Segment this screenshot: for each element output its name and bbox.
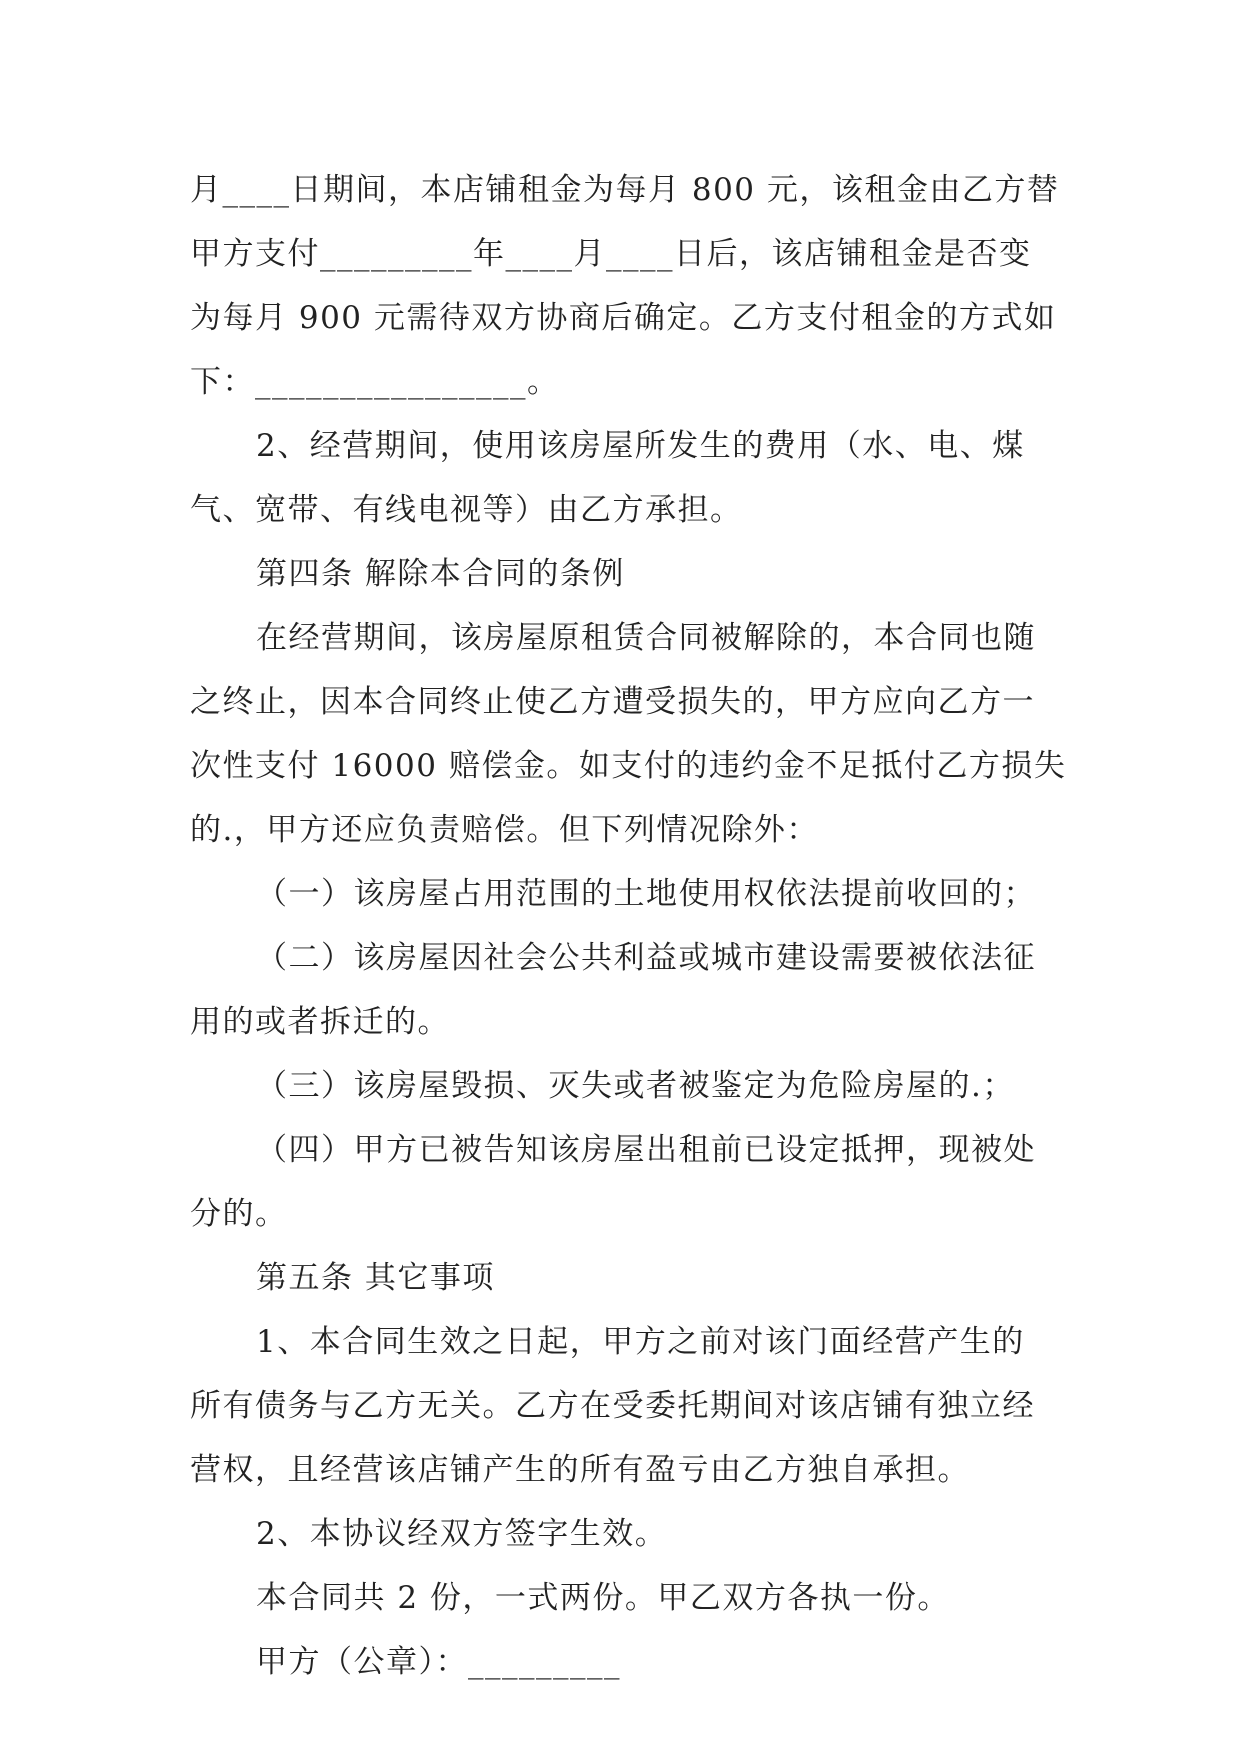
text-line: 2、本协议经双方签字生效。 xyxy=(256,1516,668,1552)
text-line: （二）该房屋因社会公共利益或城市建设需要被依法征 xyxy=(256,940,1036,976)
text-line: 在经营期间，该房屋原租赁合同被解除的，本合同也随 xyxy=(256,620,1036,656)
section-heading: 第四条 解除本合同的条例 xyxy=(256,556,625,592)
text-line: 下：________________。 xyxy=(190,364,560,400)
text-line: （四）甲方已被告知该房屋出租前已设定抵押，现被处 xyxy=(256,1132,1036,1168)
text-line: 2、经营期间，使用该房屋所发生的费用（水、电、煤 xyxy=(256,428,1025,464)
text-line: 的.，甲方还应负责赔偿。但下列情况除外： xyxy=(190,812,819,848)
text-line: 之终止，因本合同终止使乙方遭受损失的，甲方应向乙方一 xyxy=(190,684,1035,720)
text-line: 月____日期间，本店铺租金为每月 800 元，该租金由乙方替 xyxy=(190,172,1060,208)
text-line: 甲方支付_________年____月____日后，该店铺租金是否变 xyxy=(190,236,1032,272)
text-line: （三）该房屋毁损、灭失或者被鉴定为危险房屋的.； xyxy=(256,1068,1015,1104)
text-line: 本合同共 2 份，一式两份。甲乙双方各执一份。 xyxy=(256,1580,950,1616)
text-line: 次性支付 16000 赔偿金。如支付的违约金不足抵付乙方损失 xyxy=(190,748,1067,784)
document-body xyxy=(190,158,1067,1694)
text-line: 为每月 900 元需待双方协商后确定。乙方支付租金的方式如 xyxy=(190,300,1057,336)
section-heading: 第五条 其它事项 xyxy=(256,1260,495,1296)
text-line: 所有债务与乙方无关。乙方在受委托期间对该店铺有独立经 xyxy=(190,1388,1035,1424)
text-line: 气、宽带、有线电视等）由乙方承担。 xyxy=(190,492,743,528)
text-line: 1、本合同生效之日起，甲方之前对该门面经营产生的 xyxy=(256,1324,1025,1360)
text-line: （一）该房屋占用范围的土地使用权依法提前收回的； xyxy=(256,876,1036,912)
signature-line: 甲方（公章）：_________ xyxy=(256,1644,621,1680)
text-line: 分的。 xyxy=(190,1196,288,1232)
text-line: 用的或者拆迁的。 xyxy=(190,1004,450,1040)
text-line: 营权，且经营该店铺产生的所有盈亏由乙方独自承担。 xyxy=(190,1452,970,1488)
